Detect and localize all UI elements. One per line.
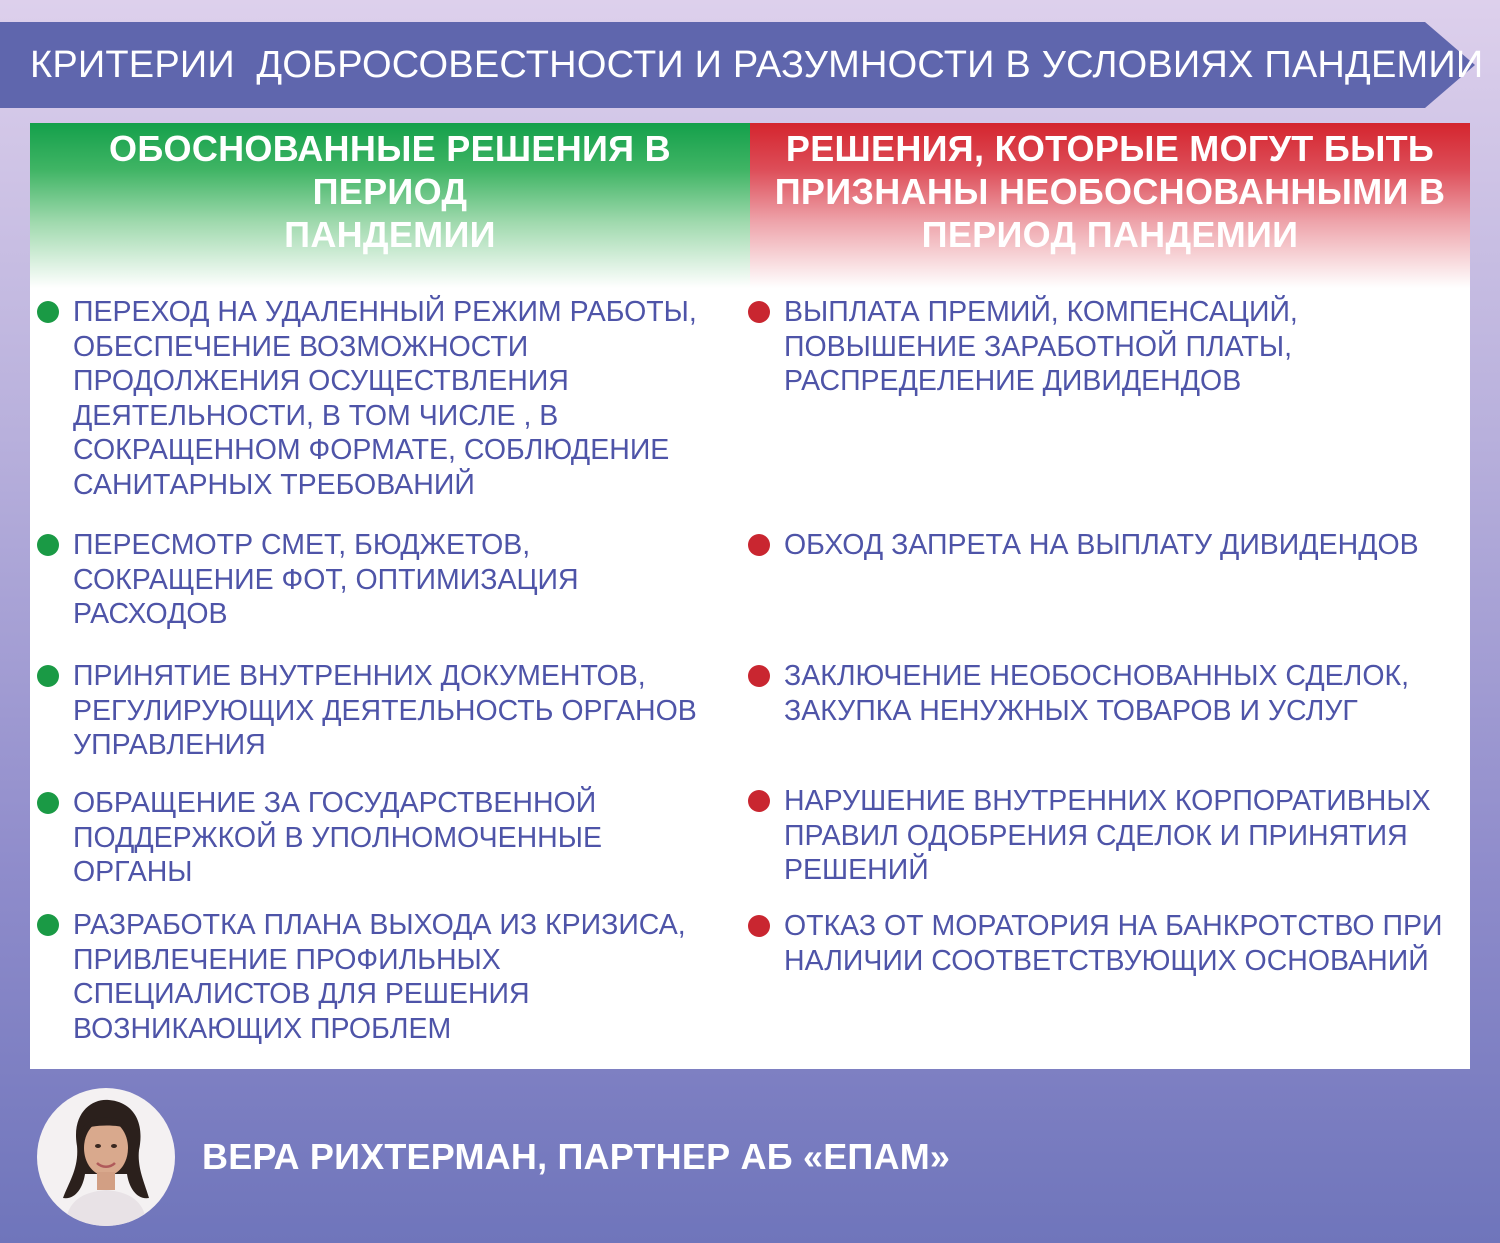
- justified-item-text: ОБРАЩЕНИЕ ЗА ГОСУДАРСТВЕННОЙ ПОДДЕРЖКОЙ В УПОЛНОМОЧЕННЫЕ ОРГАНЫ: [73, 787, 603, 888]
- title-banner: [0, 22, 1484, 108]
- author-caption: ВЕРА РИХТЕРМАН, ПАРТНЕР АБ «ЕПАМ»: [202, 1136, 951, 1177]
- justified-item-text: ПЕРЕХОД НА УДАЛЕННЫЙ РЕЖИМ РАБОТЫ, ОБЕСПЕЧЕНИЕ ВОЗМОЖНОСТИ ПРОДОЛЖЕНИЯ ОСУЩЕСТВЛЕНИЯ ДЕЯТЕЛЬНОСТИ, В ТОМ ЧИСЛЕ , В СОКРАЩЕННОМ ФОРМАТЕ, СОБЛЮДЕНИЕ САНИТАРНЫХ ТРЕБОВАНИЙ: [73, 296, 697, 501]
- green-bullet-icon: [37, 665, 59, 687]
- unjustified-item-text: НАРУШЕНИЕ ВНУТРЕННИХ КОРПОРАТИВНЫХ ПРАВИЛ ОДОБРЕНИЯ СДЕЛОК И ПРИНЯТИЯ РЕШЕНИЙ: [784, 785, 1431, 886]
- unjustified-item-text: ОБХОД ЗАПРЕТА НА ВЫПЛАТУ ДИВИДЕНДОВ: [784, 529, 1419, 561]
- criteria-panel: [30, 123, 1470, 1069]
- red-bullet-icon: [748, 534, 770, 556]
- banner-title: КРИТЕРИИ ДОБРОСОВЕСТНОСТИ И РАЗУМНОСТИ В УСЛОВИЯХ ПАНДЕМИИ: [30, 44, 1484, 86]
- justified-item-text: ПЕРЕСМОТР СМЕТ, БЮДЖЕТОВ, СОКРАЩЕНИЕ ФОТ, ОПТИМИЗАЦИЯ РАСХОДОВ: [73, 529, 579, 630]
- unjustified-item-text: ЗАКЛЮЧЕНИЕ НЕОБОСНОВАННЫХ СДЕЛОК, ЗАКУПКА НЕНУЖНЫХ ТОВАРОВ И УСЛУГ: [784, 660, 1410, 727]
- green-bullet-icon: [37, 914, 59, 936]
- justified-decisions-header: [30, 123, 750, 288]
- justified-item-text: РАЗРАБОТКА ПЛАНА ВЫХОДА ИЗ КРИЗИСА, ПРИВЛЕЧЕНИЕ ПРОФИЛЬНЫХ СПЕЦИАЛИСТОВ ДЛЯ РЕШЕНИЯ ВОЗНИКАЮЩИХ ПРОБЛЕМ: [73, 909, 686, 1045]
- red-bullet-icon: [748, 665, 770, 687]
- unjustified-decisions-header: [750, 123, 1470, 288]
- green-bullet-icon: [37, 534, 59, 556]
- green-bullet-icon: [37, 301, 59, 323]
- author-avatar: [37, 1088, 175, 1226]
- red-bullet-icon: [748, 301, 770, 323]
- unjustified-decisions-heading: РЕШЕНИЯ, КОТОРЫЕ МОГУТ БЫТЬ ПРИЗНАНЫ НЕОБОСНОВАННЫМИ В ПЕРИОД ПАНДЕМИИ: [774, 128, 1446, 255]
- red-bullet-icon: [748, 915, 770, 937]
- green-bullet-icon: [37, 792, 59, 814]
- unjustified-item-text: ВЫПЛАТА ПРЕМИЙ, КОМПЕНСАЦИЙ, ПОВЫШЕНИЕ ЗАРАБОТНОЙ ПЛАТЫ, РАСПРЕДЕЛЕНИЕ ДИВИДЕНДОВ: [784, 296, 1298, 397]
- justified-decisions-heading: ОБОСНОВАННЫЕ РЕШЕНИЯ В ПЕРИОД ПАНДЕМИИ: [109, 128, 671, 255]
- red-bullet-icon: [748, 790, 770, 812]
- justified-item-text: ПРИНЯТИЕ ВНУТРЕННИХ ДОКУМЕНТОВ, РЕГУЛИРУЮЩИХ ДЕЯТЕЛЬНОСТЬ ОРГАНОВ УПРАВЛЕНИЯ: [73, 660, 697, 761]
- unjustified-item-text: ОТКАЗ ОТ МОРАТОРИЯ НА БАНКРОТСТВО ПРИ НАЛИЧИИ СООТВЕТСТВУЮЩИХ ОСНОВАНИЙ: [784, 910, 1443, 977]
